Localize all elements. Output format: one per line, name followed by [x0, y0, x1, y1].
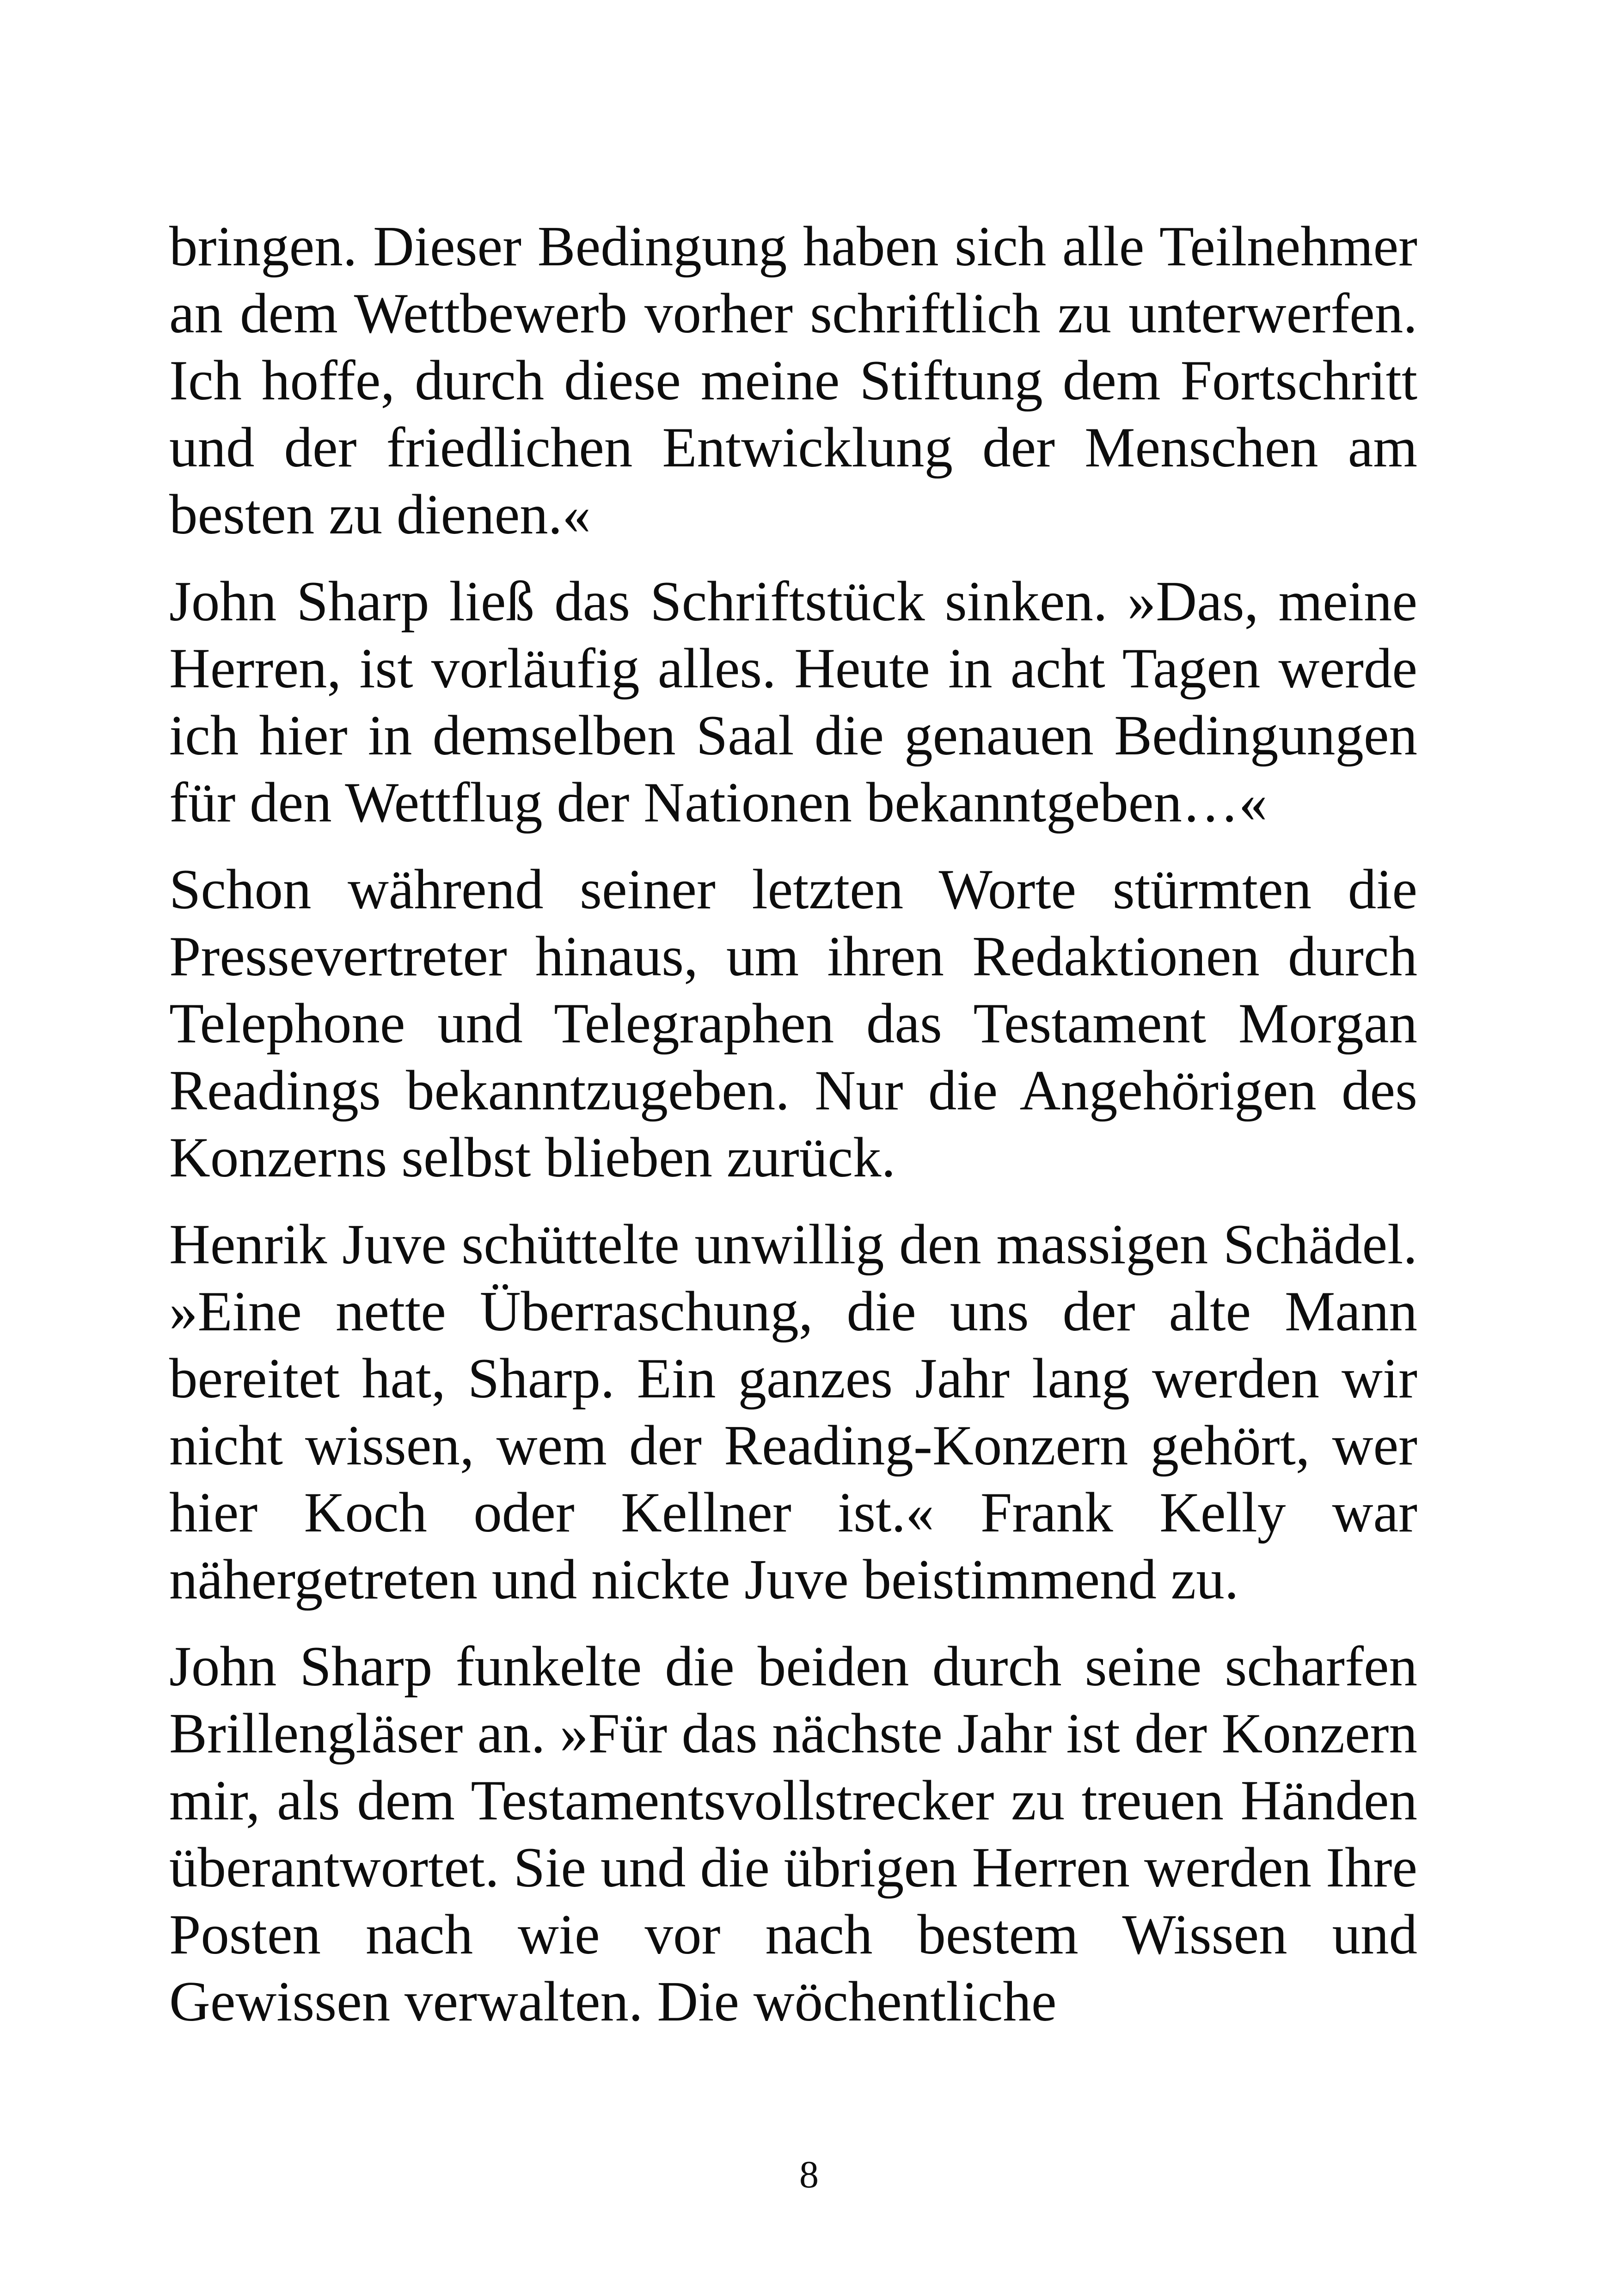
paragraph-1: bringen. Dieser Bedingung haben sich alle Teilnehmer an dem Wettbewerb vorher schriftlich zu unterwerfen. Ich hoffe, durch diese meine Stiftung dem Fortschritt und der friedlichen Entwicklung der Menschen am besten zu dienen.« — [169, 214, 1417, 546]
body-text — [169, 213, 1417, 2055]
paragraph-3: Schon während seiner letzten Worte stürmten die Pressevertreter hinaus, um ihren Redaktionen durch Telephone und Telegraphen das Testament Morgan Readings bekanntzugeben. Nur die Angehörigen des Konzerns selbst blieben zurück. — [169, 857, 1417, 1189]
paragraph-2: John Sharp ließ das Schriftstück sinken. »Das, meine Herren, ist vorläufig alles. Heute in acht Tagen werde ich hier in demselben Saal die genauen Bedingungen für den Wettflug der Nationen bekanntgeben…« — [169, 569, 1417, 834]
paragraph-5: John Sharp funkelte die beiden durch seine scharfen Brillengläser an. »Für das nächste Jahr ist der Konzern mir, als dem Testamentsvollstrecker zu treuen Händen überantwortet. Sie und die übrigen Herren werden Ihre Posten nach wie vor nach bestem Wissen und Gewissen verwalten. Die wöchentliche — [169, 1635, 1417, 2033]
page-number: 8 — [799, 2153, 819, 2196]
paragraph-4: Henrik Juve schüttelte unwillig den massigen Schädel. »Eine nette Überraschung, die uns der alte Mann bereitet hat, Sharp. Ein ganzes Jahr lang werden wir nicht wissen, wem der Reading-Konzern gehört, wer hier Koch oder Kellner ist.« Frank Kelly war nähergetreten und nickte Juve beistimmend zu. — [169, 1212, 1417, 1611]
